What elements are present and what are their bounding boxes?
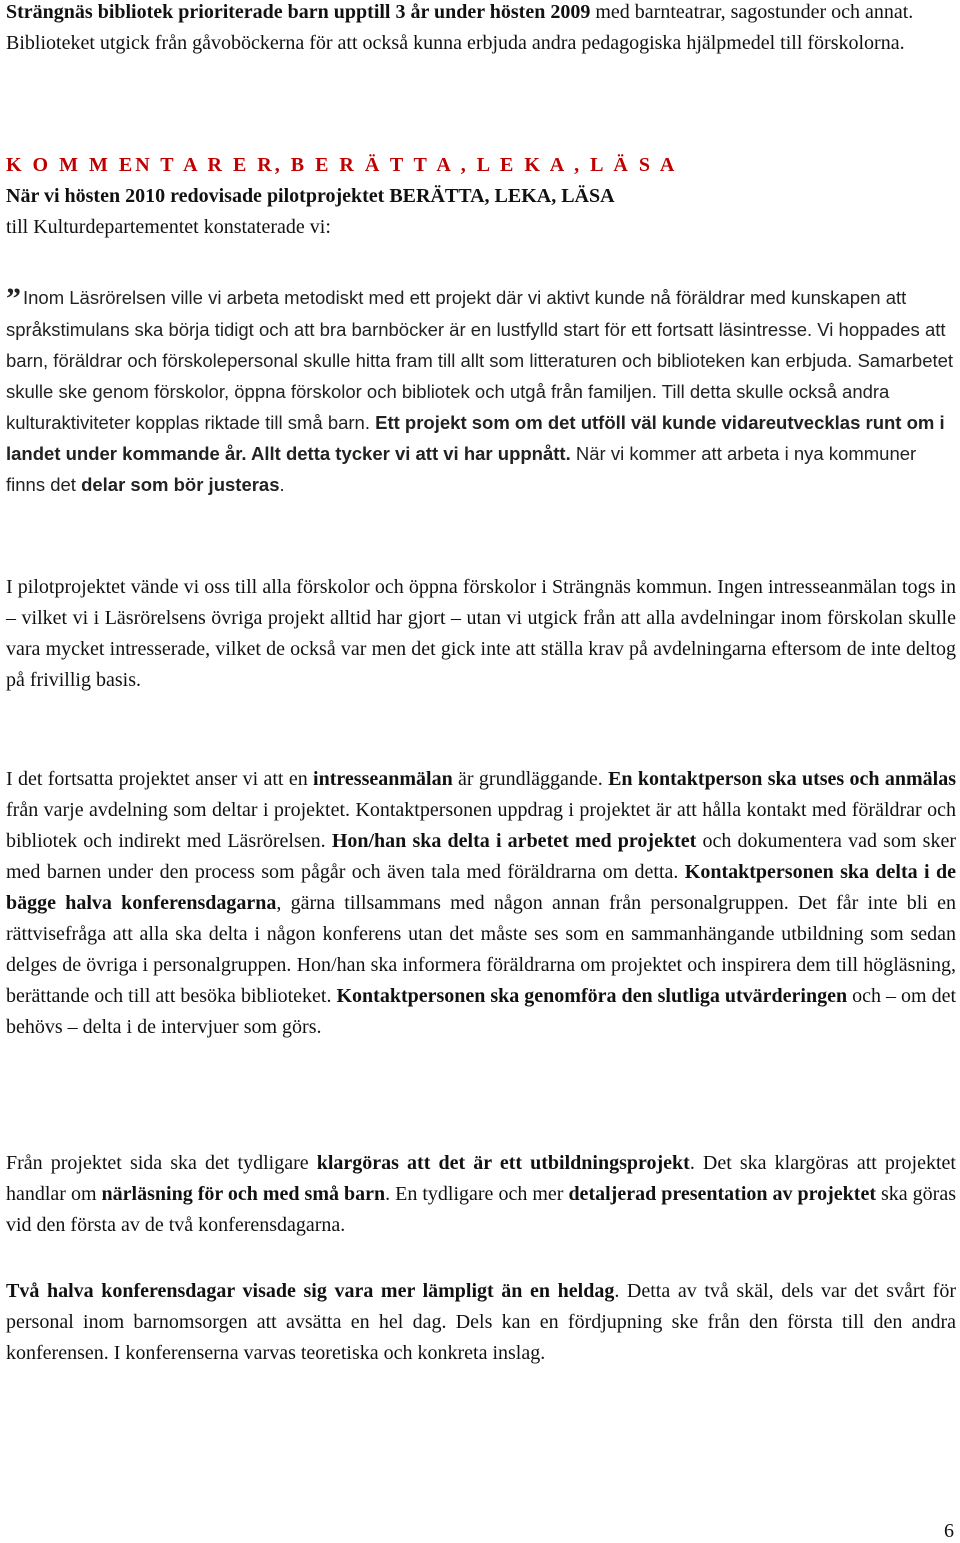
intro-text: med barnteatrar, sagostunder och annat. Biblioteket utgick från gåvoböckerna för att också kunna erbjuda andra pedagogiska hjälpmedel till förskolorna. [6,1,914,54]
section-heading [6,150,956,243]
heading-caps-title: K O M M EN T A R E R, B E R Ä T T A , L E K A , L Ä S A [6,154,678,176]
continued-project-paragraph: I det fortsatta projektet anser vi att en intresseanmälan är grundläggande. En kontaktperson ska utses och anmälas från varje avdelning som deltar i projektet. Kontaktpersonen uppdrag i projektet är att hålla kontakt med föräldrar och bibliotek och indirekt med Läsrörelsen. Hon/han ska delta i arbetet med projektet och dokumentera vad som sker med barnen under den process som pågår och även tala med föräldrarna om detta. Kontaktpersonen ska delta i de bägge halva konferensdagarna, gärna tillsammans med någon annan från personalgruppen. Det får inte bli en rättvisefråga att alla ska delta i någon konferens utan det måste ses som en sammanhängande utbildning som sedan delges de övriga i personalgruppen. Hon/han ska informera föräldrarna om projektet och inspirera dem till högläsning, berättande och till att besöka biblioteket. Kontaktpersonen ska genomföra den slutliga utvärderingen och – om det behövs – delta i de intervjuer som görs. [6,768,956,1038]
page-number: 6 [944,1520,954,1542]
quote-bold-1: Ett projekt som om det utföll väl kunde vidareutvecklas runt om i landet under kommande år. Allt detta tycker vi att vi har uppnått. [6,412,945,464]
heading-line-2: När vi hösten 2010 redovisade pilotprojektet BERÄTTA, LEKA, LÄSA [6,185,615,207]
intro-paragraph [6,0,956,59]
project-side-paragraph: Från projektet sida ska det tydligare klargöras att det är ett utbildningsprojekt. Det ska klargöras att projektet handlar om närläsning för och med små barn. En tydligare och mer detaljerad presentation av projektet ska göras vid den första av de två konferensdagarna. [6,1152,957,1236]
quote-mark-icon: ” [6,282,21,315]
pilot-paragraph: I pilotprojektet vände vi oss till alla förskolor och öppna förskolor i Strängnäs kommun. Ingen intresseanmälan togs in – vilket vi i Läsrörelsens övriga projekt alltid har gjort – utan vi utgick från att alla avdelningar inom förskolan skulle vara mycket intresserade, vilket de också var men det gick inte att ställa krav på avdelningarna eftersom de inte deltog på frivillig basis. [6,576,956,691]
intro-bold: Strängnäs bibliotek prioriterade barn upptill 3 år under hösten 2009 [6,1,591,23]
heading-line-3: till Kulturdepartementet konstaterade vi: [6,216,331,238]
quote-bold-2: delar som bör justeras [81,474,280,495]
conference-days-paragraph: Två halva konferensdagar visade sig vara mer lämpligt än en heldag. Detta av två skäl, dels var det svårt för personal inom barnomsorgen att avsätta en hel dag. Dels kan en fördjupning ske från den första till den andra konferensen. I konferenserna varvas teoretiska och konkreta inslag. [6,1280,956,1364]
quote-paragraph: ” Inom Läsrörelsen ville vi arbeta metodiskt med ett projekt där vi aktivt kunde nå föräldrar med kunskapen att språkstimulans ska börja tidigt och att bra barnböcker är en lustfylld start för ett fortsatt läsintresse. Vi hoppades att barn, föräldrar och förskolepersonal skulle hitta fram till allt som litteraturen och biblioteken kan erbjuda. Samarbetet skulle ske genom förskolor, öppna förskolor och bibliotek och utgå från familjen. Till detta skulle också andra kulturaktiviteter kopplas riktade till små barn. Ett projekt som om det utföll väl kunde vidareutvecklas runt om i landet under kommande år. Allt detta tycker vi att vi har uppnått. När vi kommer att arbeta i nya kommuner finns det delar som bör justeras. [6,282,954,495]
